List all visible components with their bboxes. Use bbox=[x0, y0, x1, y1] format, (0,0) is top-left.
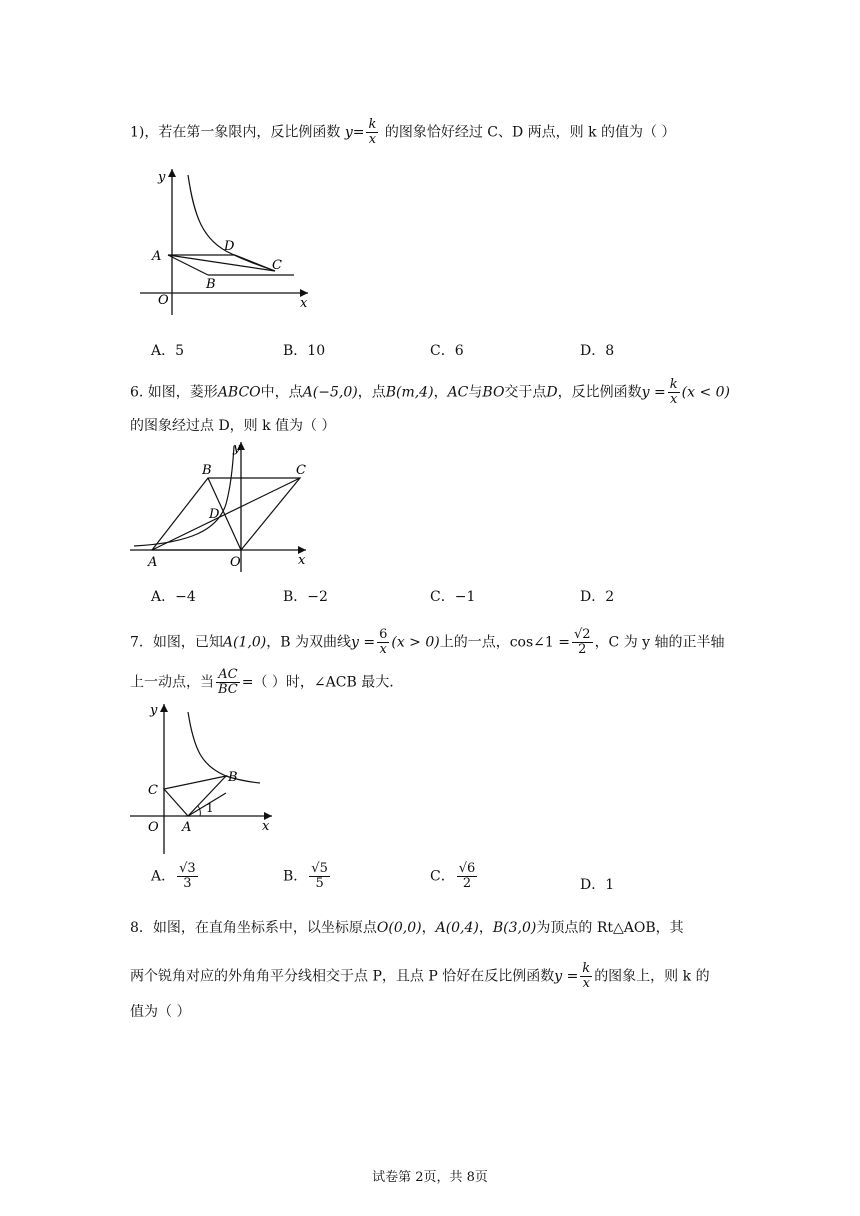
q6-label-B: B bbox=[202, 463, 212, 478]
q7-ratio-fraction bbox=[216, 668, 240, 697]
q5-label-C: C bbox=[272, 258, 282, 273]
q6-option-d[interactable]: D．2 bbox=[580, 589, 615, 605]
q7-triangle bbox=[164, 776, 226, 816]
q6-point-b: B(m,4) bbox=[385, 384, 434, 401]
q6-text-1: 6. 如图，菱形 bbox=[130, 384, 218, 401]
q8-stem-line2 bbox=[130, 962, 710, 991]
q5-func-eq: = bbox=[352, 124, 365, 141]
q7-ratio-num: AC bbox=[216, 668, 240, 683]
q7-hyperbola bbox=[188, 712, 260, 783]
q6-frac-den: x bbox=[670, 392, 678, 407]
q7-text-6: =（ ）时，∠ACB 最大. bbox=[241, 674, 394, 691]
q8-point-o: O(0,0) bbox=[376, 920, 422, 936]
q7-label-A: A bbox=[182, 820, 192, 835]
q5-stem bbox=[130, 118, 676, 147]
q6-stem bbox=[130, 378, 730, 407]
q7-angle-arc bbox=[198, 806, 200, 816]
q7-text-1: 7．如图，已知 bbox=[130, 634, 223, 651]
q7-option-c-num: √6 bbox=[458, 861, 476, 876]
q7-fraction bbox=[377, 628, 389, 657]
q6-ac: AC bbox=[447, 384, 469, 401]
q5-frac-num: k bbox=[368, 117, 377, 132]
q7-text-3: 上的一点， bbox=[439, 634, 510, 651]
q8-sep-2: ， bbox=[478, 920, 493, 936]
q6-text-3: ，点 bbox=[357, 384, 386, 401]
q5-label-D: D bbox=[224, 239, 235, 254]
q5-frac-den: x bbox=[368, 132, 377, 147]
q6-text-2: 中，点 bbox=[260, 384, 303, 401]
q6-text-7: ，反比例函数 bbox=[557, 384, 642, 401]
q7-option-a-frac bbox=[177, 862, 198, 891]
q7-option-a-den: 3 bbox=[183, 876, 192, 891]
q7-text-4: ，C 为 y 轴的正半轴 bbox=[594, 634, 725, 651]
q6-option-a[interactable]: A．−4 bbox=[151, 589, 196, 605]
q7-cos-den: 2 bbox=[578, 642, 587, 657]
q7-figure bbox=[130, 700, 280, 858]
q8-stem bbox=[130, 918, 684, 938]
page-footer: 试卷第 2页，共 8页 bbox=[372, 1170, 488, 1185]
q8-text-4: 的图象上，则 k 的 bbox=[594, 968, 710, 985]
q7-label-O: O bbox=[148, 820, 159, 835]
q7-option-a-label: A． bbox=[151, 868, 176, 885]
q5-fraction bbox=[366, 118, 378, 147]
q7-option-a-num: √3 bbox=[179, 861, 196, 876]
q7-option-b-label: B． bbox=[283, 868, 308, 885]
q6-fraction bbox=[668, 378, 680, 407]
q7-func-cond: (x > 0) bbox=[391, 634, 440, 651]
q8-text-1: 8．如图，在直角坐标系中，以坐标原点 bbox=[130, 920, 377, 936]
q7-text-2: ，B 为双曲线 bbox=[266, 634, 351, 651]
q6-label-O: O bbox=[230, 555, 241, 570]
q7-option-b-den: 5 bbox=[315, 876, 324, 891]
q7-y-arrow bbox=[160, 704, 168, 712]
q5-label-x: x bbox=[300, 296, 308, 311]
q8-text-2: 为顶点的 Rt△AOB，其 bbox=[536, 920, 684, 936]
q6-func-lhs: y = bbox=[641, 384, 666, 401]
q5-option-a[interactable]: A．5 bbox=[151, 343, 185, 359]
q5-stem-text: 1)，若在第一象限内，反比例函数 bbox=[130, 124, 341, 141]
q5-figure bbox=[140, 165, 315, 315]
q6-stem-line2: 的图象经过点 D，则 k 值为（ ） bbox=[130, 418, 336, 434]
q6-figure bbox=[130, 438, 315, 574]
q5-option-d[interactable]: D．8 bbox=[580, 343, 615, 359]
q7-option-b[interactable] bbox=[283, 862, 332, 891]
q7-func-lhs: y = bbox=[350, 634, 376, 651]
q8-point-b: B(3,0) bbox=[492, 920, 537, 936]
q6-point-a: A(−5,0) bbox=[302, 384, 358, 401]
q8-point-a: A(0,4) bbox=[435, 920, 479, 936]
q7-stem bbox=[130, 628, 725, 657]
q7-option-a[interactable] bbox=[151, 862, 200, 891]
q7-cos-fraction bbox=[572, 628, 593, 657]
q5-label-y: y bbox=[158, 170, 166, 185]
q7-option-c-den: 2 bbox=[462, 876, 472, 891]
q6-func-cond: (x < 0) bbox=[681, 384, 730, 401]
q5-option-b[interactable]: B．10 bbox=[283, 343, 326, 359]
q7-option-c[interactable] bbox=[430, 862, 479, 891]
q5-option-c[interactable]: C．6 bbox=[430, 343, 464, 359]
q7-ratio-den: BC bbox=[218, 682, 238, 697]
q5-func-y: y bbox=[344, 124, 353, 141]
q6-shape-name: ABCO bbox=[217, 384, 261, 401]
q6-bo: BO bbox=[482, 384, 505, 401]
q6-label-x: x bbox=[298, 553, 306, 568]
q6-d: D bbox=[546, 384, 558, 401]
q8-stem-line3: 值为（ ） bbox=[130, 1004, 191, 1020]
q7-label-x: x bbox=[262, 819, 270, 834]
q8-func-lhs: y = bbox=[554, 968, 579, 985]
q6-text-6: 交于点 bbox=[504, 384, 547, 401]
q5-y-arrow bbox=[168, 169, 176, 177]
q6-label-D: D bbox=[209, 507, 220, 522]
q7-label-B: B bbox=[228, 770, 238, 785]
q7-label-angle-1: 1 bbox=[206, 801, 214, 815]
q7-option-c-label: C． bbox=[430, 868, 455, 885]
q7-label-C: C bbox=[148, 783, 158, 798]
q8-fraction bbox=[580, 962, 592, 991]
q8-frac-num: k bbox=[582, 961, 591, 976]
q6-label-C: C bbox=[296, 463, 306, 478]
q8-sep-1: ， bbox=[421, 920, 436, 936]
q7-option-b-frac bbox=[309, 862, 330, 891]
q7-label-y: y bbox=[150, 703, 158, 718]
q6-diagonal-AC bbox=[152, 478, 300, 550]
q6-label-A: A bbox=[148, 555, 158, 570]
q5-label-O: O bbox=[158, 293, 169, 308]
q7-option-d[interactable]: D．1 bbox=[580, 877, 615, 893]
q5-hyperbola bbox=[188, 175, 275, 271]
q7-frac-den: x bbox=[379, 642, 387, 657]
q5-stem-tail: 的图象恰好经过 C、D 两点，则 k 的值为（ ） bbox=[384, 124, 676, 141]
q6-option-b[interactable]: B．−2 bbox=[283, 589, 328, 605]
q6-text-4: ， bbox=[433, 384, 448, 401]
q6-hyperbola bbox=[134, 446, 234, 546]
q7-frac-num: 6 bbox=[379, 627, 388, 642]
q6-text-5: 与 bbox=[468, 384, 483, 401]
q7-option-b-num: √5 bbox=[311, 861, 328, 876]
q7-text-5: 上一动点，当 bbox=[130, 674, 214, 691]
q8-frac-den: x bbox=[582, 976, 590, 991]
q8-text-3: 两个锐角对应的外角角平分线相交于点 P，且点 P 恰好在反比例函数 bbox=[130, 968, 555, 985]
q7-point-a: A(1,0) bbox=[222, 634, 267, 651]
q5-label-A: A bbox=[152, 249, 162, 264]
q5-label-B: B bbox=[206, 277, 216, 292]
q7-stem-line2 bbox=[130, 668, 394, 697]
q6-option-c[interactable]: C．−1 bbox=[430, 589, 476, 605]
q7-cos-num: √2 bbox=[574, 627, 591, 642]
q6-label-y: y bbox=[233, 441, 241, 456]
q7-option-c-frac bbox=[457, 862, 478, 891]
q6-frac-num: k bbox=[669, 377, 678, 392]
q7-cos: cos∠1 = bbox=[509, 634, 570, 651]
